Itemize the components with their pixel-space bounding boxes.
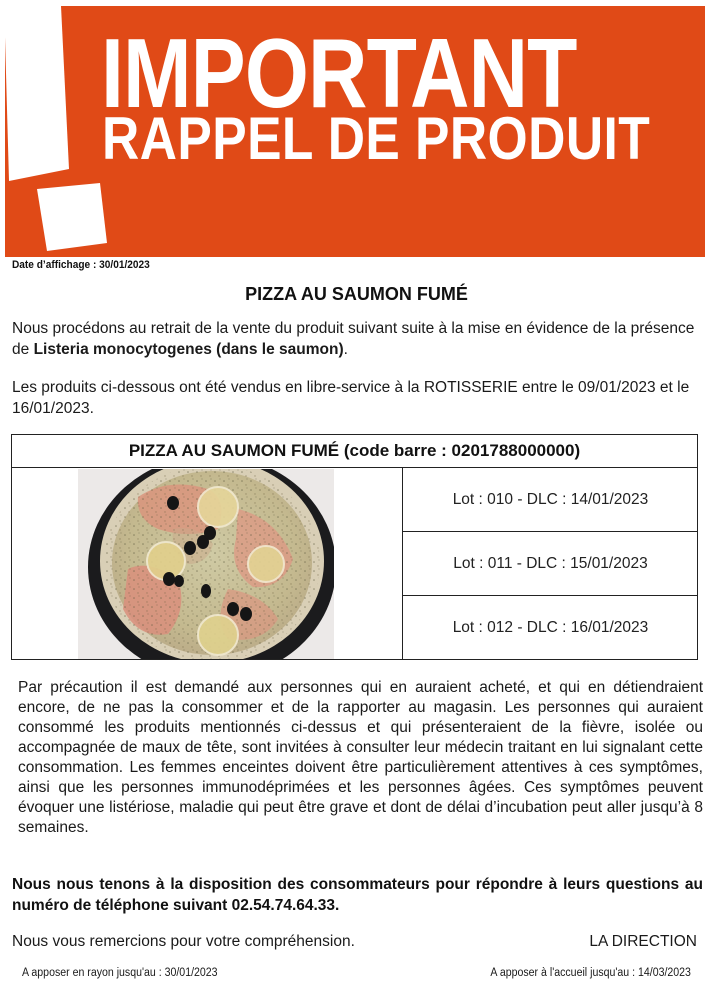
- intro-paragraph-sales-period: Les produits ci-dessous ont été vendus en libre-service à la ROTISSERIE entre le 09/01/2023 et le 16/01/2023.: [12, 379, 690, 417]
- banner-title-important: IMPORTANT: [101, 18, 577, 128]
- recall-banner: [5, 6, 705, 257]
- lot-list: [403, 468, 698, 660]
- intro-paragraph-withdrawal: [12, 318, 702, 360]
- lot-row: [403, 532, 698, 596]
- product-title: PIZZA AU SAUMON FUMÉ: [245, 284, 468, 304]
- table-header: [12, 435, 697, 468]
- table-header-product: PIZZA AU SAUMON FUMÉ: [128, 441, 340, 460]
- lot-label: Lot : 010 - DLC : 14/01/2023: [452, 490, 649, 508]
- thanks-text: Nous vous remercions pour votre compréhension.: [12, 933, 355, 950]
- banner-title-recall: RAPPEL DE PRODUIT: [102, 105, 651, 172]
- pizza-image: [78, 469, 334, 659]
- precaution-paragraph: Par précaution il est demandé aux personnes qui en auraient acheté, et qui en détiendraient encore, de ne pas la consommer et de la rapporter au magasin. Les personnes qui auraient consommé les produits mentionnés ci-dessus et qui présenteraient de la fièvre, isolée ou accompagnée de maux de tête, sont invitées à consulter leur médecin traitant en lui signalant cette consommation. Les femmes enceintes doivent être particulièrement attentives à ces symptômes, ainsi que les personnes immunodéprimées et les personnes âgées. Ces symptômes peuvent évoquer une listériose, maladie qui peut être grave et dont de délai d’incubation peut aller jusqu’à 8 semaines.: [18, 679, 703, 836]
- display-date: Date d’affichage : 30/01/2023: [12, 259, 150, 271]
- contaminant-name: Listeria monocytogenes (dans le saumon): [33, 341, 344, 358]
- table-header-barcode: (code barre : 0201788000000): [339, 441, 581, 460]
- product-image-cell: [12, 468, 403, 660]
- lot-label: Lot : 012 - DLC : 16/01/2023: [452, 619, 649, 636]
- signature: LA DIRECTION: [589, 933, 697, 950]
- footer-reception-date: A apposer à l'accueil jusqu'au : 14/03/2023: [490, 967, 691, 979]
- lot-label: Lot : 011 - DLC : 15/01/2023: [453, 554, 648, 572]
- pizza-photo: [78, 469, 334, 659]
- product-table: [11, 434, 698, 660]
- footer-shelf-date: A apposer en rayon jusqu'au : 30/01/2023: [22, 967, 218, 979]
- intro-text: Nous procédons au retrait de la vente du produit suivant suite à la mise en évidence de la présence de: [12, 320, 695, 358]
- intro-text-end: .: [343, 341, 348, 358]
- contact-paragraph: Nous nous tenons à la disposition des consommateurs pour répondre à leurs questions au numéro de téléphone suivant 02.54.74.64.33.: [12, 876, 703, 914]
- lot-row: [403, 468, 698, 532]
- lot-row: [403, 596, 698, 660]
